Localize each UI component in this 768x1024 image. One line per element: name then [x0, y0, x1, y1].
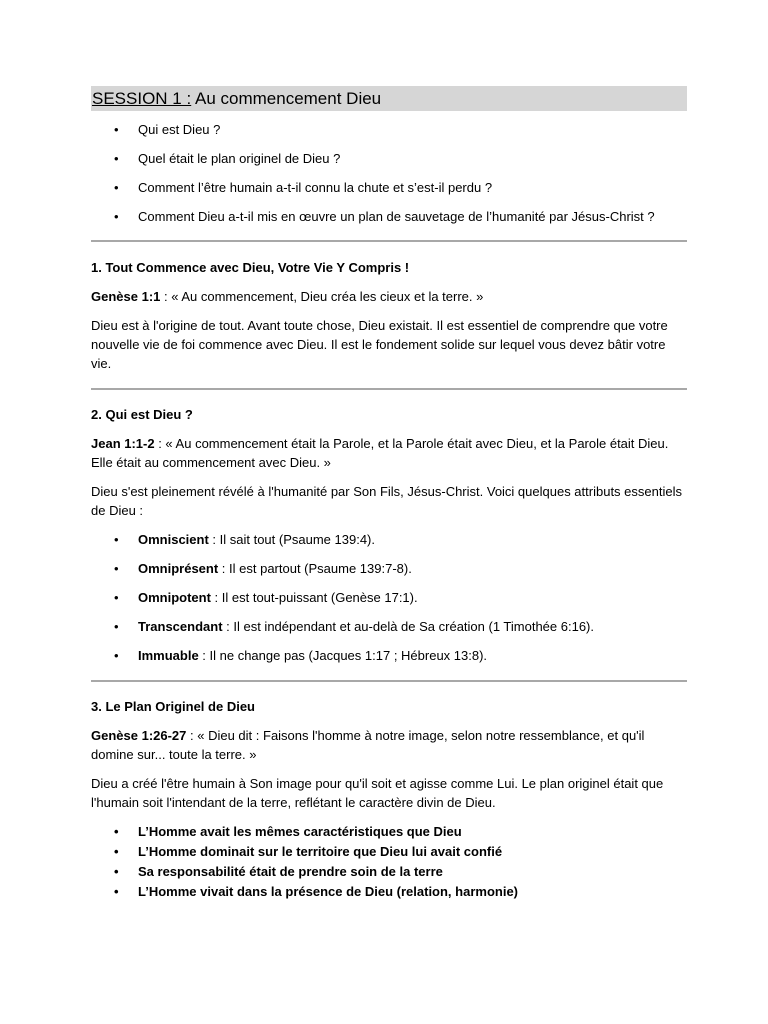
- attribute-term: Omniprésent: [138, 561, 219, 576]
- attribute-text: : Il sait tout (Psaume 139:4).: [208, 532, 375, 547]
- questions-list: [91, 120, 687, 226]
- session-prefix: SESSION 1 :: [92, 89, 192, 108]
- session-title: Au commencement Dieu: [191, 89, 382, 108]
- verse-reference: Genèse 1:1: [91, 289, 161, 304]
- attribute-text: : Il est indépendant et au-delà de Sa création (1 Timothée 6:16).: [222, 619, 594, 634]
- divider: [91, 240, 687, 242]
- verse-text: : « Au commencement était la Parole, et la Parole était avec Dieu, et la Parole était Dieu. Elle était au commencement avec Dieu. »: [91, 436, 669, 470]
- list-item: • Comment l’être humain a-t-il connu la chute et s’est-il perdu ?: [91, 178, 687, 197]
- section-title: 3. Le Plan Originel de Dieu: [91, 699, 255, 714]
- list-item: • Comment Dieu a-t-il mis en œuvre un plan de sauvetage de l’humanité par Jésus-Christ ?: [91, 207, 687, 226]
- list-item: [91, 588, 687, 607]
- list-item: • Sa responsabilité était de prendre soin de la terre: [91, 862, 687, 881]
- attribute-term: Transcendant: [138, 619, 223, 634]
- divider: [91, 680, 687, 682]
- attribute-term: Omniscient: [138, 532, 209, 547]
- verse: [91, 434, 687, 472]
- attribute-text: : Il est partout (Psaume 139:7-8).: [218, 561, 412, 576]
- list-item: • L’Homme dominait sur le territoire que Dieu lui avait confié: [91, 842, 687, 861]
- attribute-term: Omnipotent: [138, 590, 211, 605]
- attributes-list: [91, 530, 687, 665]
- list-item: • L’Homme vivait dans la présence de Dieu (relation, harmonie): [91, 882, 687, 901]
- verse-text: : « Dieu dit : Faisons l'homme à notre image, selon notre ressemblance, et qu'il domine sur... toute la terre. »: [91, 728, 645, 762]
- paragraph: Dieu a créé l'être humain à Son image pour qu'il soit et agisse comme Lui. Le plan originel était que l'humain soit l'intendant de la terre, reflétant le caractère divin de Dieu.: [91, 776, 664, 810]
- verse-reference: Jean 1:1-2: [91, 436, 155, 451]
- plan-points-list: [91, 822, 687, 901]
- list-item: • Qui est Dieu ?: [91, 120, 687, 139]
- list-item: • L’Homme avait les mêmes caractéristiques que Dieu: [91, 822, 687, 841]
- section-1: [91, 258, 687, 373]
- verse: [91, 726, 687, 764]
- attribute-text: : Il est tout-puissant (Genèse 17:1).: [210, 590, 418, 605]
- section-3: [91, 697, 687, 901]
- session-heading: [91, 86, 687, 111]
- document-page: [91, 86, 687, 902]
- list-item: [91, 559, 687, 578]
- verse-reference: Genèse 1:26-27: [91, 728, 187, 743]
- verse-text: : « Au commencement, Dieu créa les cieux et la terre. »: [160, 289, 484, 304]
- list-item: [91, 617, 687, 636]
- divider: [91, 388, 687, 390]
- paragraph: Dieu s'est pleinement révélé à l'humanité par Son Fils, Jésus-Christ. Voici quelques attributs essentiels de Dieu :: [91, 484, 682, 518]
- attribute-text: : Il ne change pas (Jacques 1:17 ; Hébreux 13:8).: [198, 648, 488, 663]
- section-title: 1. Tout Commence avec Dieu, Votre Vie Y Compris !: [91, 260, 410, 275]
- list-item: [91, 646, 687, 665]
- section-2: [91, 405, 687, 665]
- list-item: • Quel était le plan originel de Dieu ?: [91, 149, 687, 168]
- section-title: 2. Qui est Dieu ?: [91, 407, 193, 422]
- list-item: [91, 530, 687, 549]
- attribute-term: Immuable: [138, 648, 199, 663]
- paragraph: Dieu est à l'origine de tout. Avant toute chose, Dieu existait. Il est essentiel de comprendre que votre nouvelle vie de foi commence avec Dieu. Il est le fondement solide sur lequel vous devez bâtir votre vie.: [91, 318, 668, 371]
- verse: [91, 287, 687, 306]
